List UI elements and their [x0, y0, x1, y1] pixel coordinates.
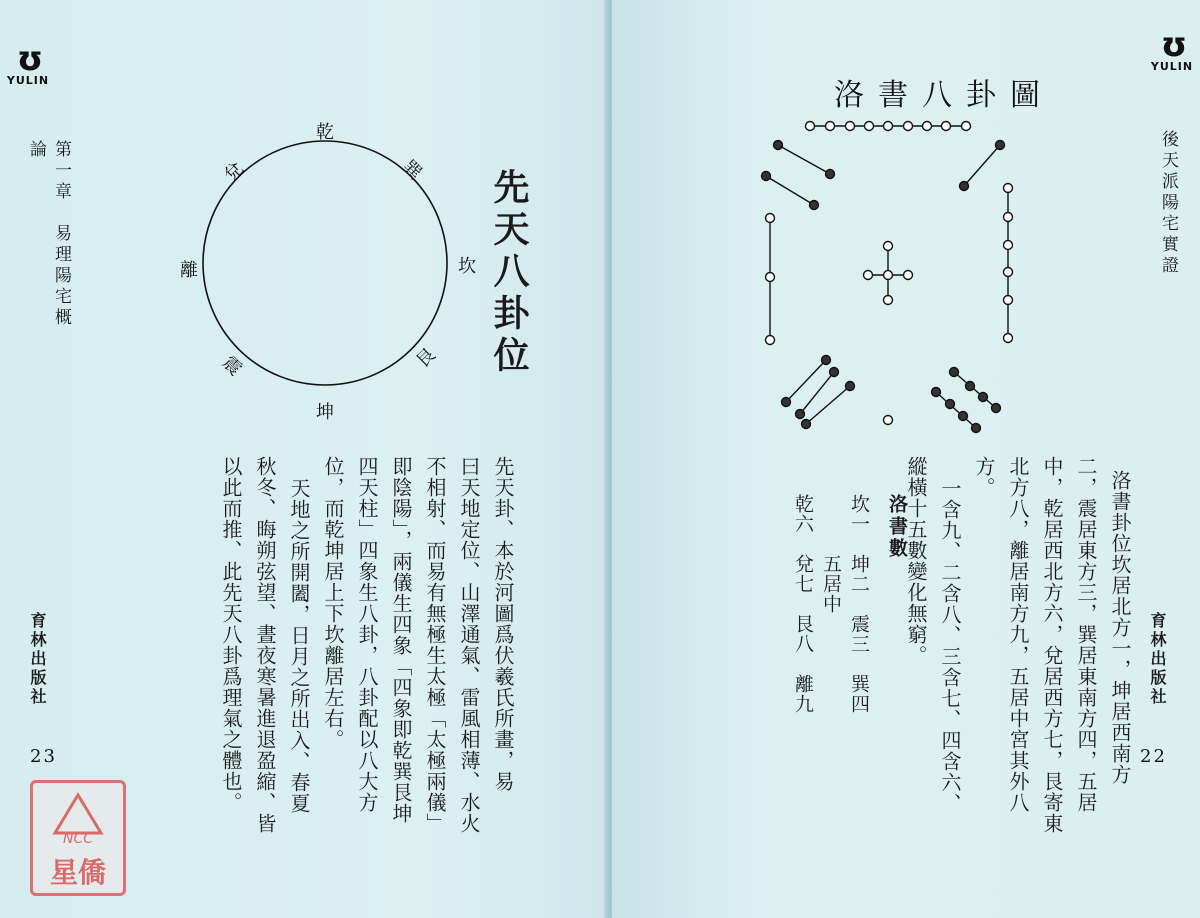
- chapter-title: 第一章 易理陽宅概論: [26, 140, 71, 329]
- page-number: 23: [30, 746, 57, 767]
- trigram-gen: 艮: [412, 344, 440, 372]
- running-header: 後天派陽宅實證: [1158, 130, 1178, 277]
- right-body-col-6: 一含九、二含八、三含七、四含六、: [938, 478, 962, 814]
- right-body-col-1: 洛書卦位坎居北方一，坤居西南方: [1108, 470, 1132, 785]
- right-body-col-5: 方。: [972, 456, 996, 498]
- publisher-name-right: 育林出版社: [1148, 612, 1167, 707]
- trigram-dui: 兌: [220, 158, 248, 186]
- publisher-name: 育林出版社: [28, 612, 47, 707]
- left-body-col-2: 曰天地定位、山澤通氣、雷風相薄、水火: [457, 456, 481, 834]
- luoshu-col-2: 五居中: [820, 554, 842, 614]
- right-body-col-4: 北方八，離居南方九，五居中宮其外八: [1006, 456, 1030, 813]
- luoshu-col-3: 乾六 兌七 艮八 離九: [792, 494, 814, 714]
- left-body-col-8: 秋冬、晦朔弦望、晝夜寒暑進退盈縮、皆: [253, 456, 277, 834]
- trigram-qian: 乾: [316, 122, 334, 143]
- trigram-zhen: 震: [218, 352, 246, 380]
- trigram-xun: 巽: [398, 156, 426, 184]
- right-body-col-2: 二，震居東方三，巽居東南方四，五居: [1074, 456, 1098, 813]
- left-body-col-1: 先天卦、本於河圖爲伏羲氏所畫，易: [491, 456, 515, 792]
- section-title: 先天八卦位: [488, 168, 530, 378]
- trigram-kun: 坤: [316, 402, 334, 423]
- left-body-col-7: 天地之所開闔，日月之所出入、春夏: [287, 478, 311, 814]
- stamp-name: 星僑: [49, 856, 106, 889]
- luoshu-heading: 洛書數: [886, 494, 908, 560]
- left-body-col-9: 以此而推、此先天八卦爲理氣之體也。: [219, 456, 243, 813]
- trigram-kan: 坎: [458, 256, 476, 277]
- ncc-stamp: [30, 780, 126, 896]
- left-body-col-6: 位，而乾坤居上下坎離居左右。: [321, 456, 345, 750]
- logo-word: YULIN: [1150, 60, 1194, 73]
- right-body-col-3: 中，乾居西北方六，兌居西方七，艮寄東: [1040, 456, 1064, 834]
- diagram-title: 洛書八卦圖: [834, 78, 1054, 113]
- page-number-right: 22: [1140, 746, 1167, 767]
- logo-mark-icon: ʊ: [1160, 25, 1184, 65]
- left-body-col-5: 四天柱」四象生八卦，八卦配以八大方: [355, 456, 379, 813]
- luoshu-col-1: 坎一 坤二 震三 巽四: [848, 494, 870, 714]
- right-body-col-7: 縱橫十五數變化無窮。: [904, 456, 928, 666]
- left-body-col-3: 不相射、而易有無極生太極「太極兩儀」: [423, 456, 447, 834]
- trigram-li: 離: [180, 260, 198, 281]
- logo-word: YULIN: [6, 74, 50, 87]
- luoshu-dots: [762, 122, 1013, 433]
- left-body-col-4: 即陰陽」，兩儀生四象「四象即乾巽艮坤: [389, 456, 413, 824]
- stamp-ncc: NCC: [62, 831, 94, 847]
- logo-mark-icon: ʊ: [16, 39, 40, 79]
